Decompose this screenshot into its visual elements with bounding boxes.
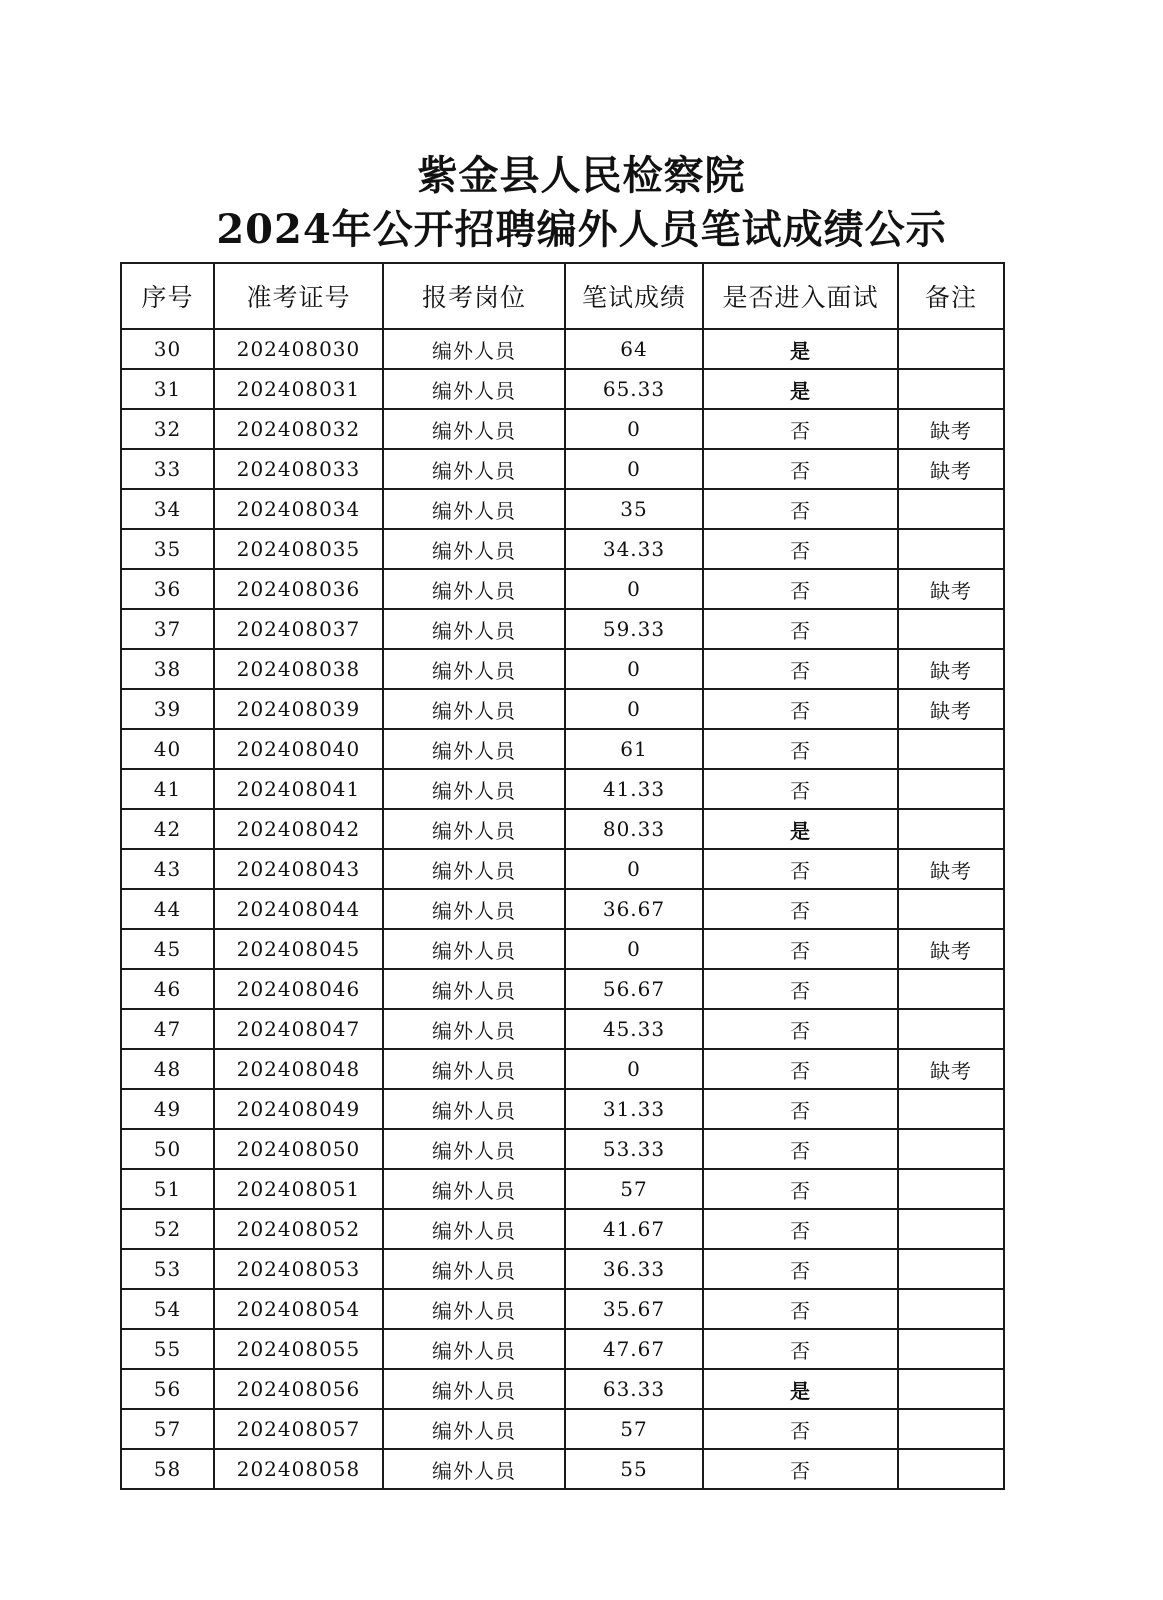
cell-seq: 31 bbox=[121, 369, 214, 409]
table-row bbox=[121, 529, 1004, 569]
cell-interview-status: 否 bbox=[703, 1169, 898, 1209]
cell-remarks bbox=[898, 329, 1004, 369]
table-row bbox=[121, 1289, 1004, 1329]
cell-ticket-number: 202408047 bbox=[214, 1009, 383, 1049]
cell-ticket-number: 202408049 bbox=[214, 1089, 383, 1129]
cell-remarks: 缺考 bbox=[898, 409, 1004, 449]
cell-position: 编外人员 bbox=[383, 1369, 565, 1409]
cell-position: 编外人员 bbox=[383, 1089, 565, 1129]
cell-written-score: 64 bbox=[565, 329, 703, 369]
table-row bbox=[121, 1409, 1004, 1449]
cell-position: 编外人员 bbox=[383, 1409, 565, 1449]
cell-interview-status: 否 bbox=[703, 889, 898, 929]
table-row bbox=[121, 1209, 1004, 1249]
cell-seq: 55 bbox=[121, 1329, 214, 1369]
cell-position: 编外人员 bbox=[383, 689, 565, 729]
table-row bbox=[121, 969, 1004, 1009]
cell-seq: 49 bbox=[121, 1089, 214, 1129]
table-row bbox=[121, 929, 1004, 969]
cell-seq: 39 bbox=[121, 689, 214, 729]
cell-ticket-number: 202408036 bbox=[214, 569, 383, 609]
table-row bbox=[121, 889, 1004, 929]
header-ticket-number: 准考证号 bbox=[214, 263, 383, 329]
cell-remarks: 缺考 bbox=[898, 849, 1004, 889]
cell-remarks: 缺考 bbox=[898, 689, 1004, 729]
cell-written-score: 0 bbox=[565, 849, 703, 889]
cell-remarks: 缺考 bbox=[898, 569, 1004, 609]
cell-remarks: 缺考 bbox=[898, 449, 1004, 489]
cell-interview-status: 否 bbox=[703, 969, 898, 1009]
cell-position: 编外人员 bbox=[383, 409, 565, 449]
cell-remarks bbox=[898, 969, 1004, 1009]
cell-interview-status: 是 bbox=[703, 809, 898, 849]
cell-ticket-number: 202408044 bbox=[214, 889, 383, 929]
cell-seq: 56 bbox=[121, 1369, 214, 1409]
cell-written-score: 59.33 bbox=[565, 609, 703, 649]
cell-position: 编外人员 bbox=[383, 769, 565, 809]
cell-remarks bbox=[898, 729, 1004, 769]
table-row bbox=[121, 649, 1004, 689]
cell-interview-status: 否 bbox=[703, 609, 898, 649]
cell-interview-status: 否 bbox=[703, 489, 898, 529]
cell-seq: 34 bbox=[121, 489, 214, 529]
table-row bbox=[121, 609, 1004, 649]
cell-remarks bbox=[898, 489, 1004, 529]
cell-interview-status: 否 bbox=[703, 1049, 898, 1089]
cell-position: 编外人员 bbox=[383, 809, 565, 849]
cell-seq: 37 bbox=[121, 609, 214, 649]
cell-written-score: 80.33 bbox=[565, 809, 703, 849]
cell-seq: 35 bbox=[121, 529, 214, 569]
cell-written-score: 0 bbox=[565, 449, 703, 489]
cell-ticket-number: 202408032 bbox=[214, 409, 383, 449]
cell-position: 编外人员 bbox=[383, 1129, 565, 1169]
cell-ticket-number: 202408042 bbox=[214, 809, 383, 849]
cell-ticket-number: 202408053 bbox=[214, 1249, 383, 1289]
cell-remarks bbox=[898, 1169, 1004, 1209]
cell-remarks bbox=[898, 1129, 1004, 1169]
cell-written-score: 53.33 bbox=[565, 1129, 703, 1169]
cell-interview-status: 否 bbox=[703, 409, 898, 449]
table-row bbox=[121, 1169, 1004, 1209]
cell-written-score: 65.33 bbox=[565, 369, 703, 409]
cell-written-score: 56.67 bbox=[565, 969, 703, 1009]
cell-remarks bbox=[898, 809, 1004, 849]
cell-ticket-number: 202408039 bbox=[214, 689, 383, 729]
cell-interview-status: 是 bbox=[703, 1369, 898, 1409]
table-row bbox=[121, 809, 1004, 849]
cell-interview-status: 否 bbox=[703, 1009, 898, 1049]
cell-seq: 36 bbox=[121, 569, 214, 609]
score-table bbox=[120, 262, 1005, 1490]
cell-interview-status: 是 bbox=[703, 329, 898, 369]
cell-written-score: 61 bbox=[565, 729, 703, 769]
cell-seq: 43 bbox=[121, 849, 214, 889]
cell-interview-status: 否 bbox=[703, 1209, 898, 1249]
cell-position: 编外人员 bbox=[383, 329, 565, 369]
cell-interview-status: 否 bbox=[703, 689, 898, 729]
header-position: 报考岗位 bbox=[383, 263, 565, 329]
cell-ticket-number: 202408051 bbox=[214, 1169, 383, 1209]
cell-interview-status: 是 bbox=[703, 369, 898, 409]
cell-remarks bbox=[898, 369, 1004, 409]
cell-position: 编外人员 bbox=[383, 1449, 565, 1489]
cell-ticket-number: 202408050 bbox=[214, 1129, 383, 1169]
cell-remarks bbox=[898, 1369, 1004, 1409]
table-row bbox=[121, 409, 1004, 449]
cell-position: 编外人员 bbox=[383, 569, 565, 609]
cell-ticket-number: 202408037 bbox=[214, 609, 383, 649]
cell-seq: 51 bbox=[121, 1169, 214, 1209]
cell-seq: 47 bbox=[121, 1009, 214, 1049]
cell-remarks bbox=[898, 1209, 1004, 1249]
cell-seq: 46 bbox=[121, 969, 214, 1009]
cell-position: 编外人员 bbox=[383, 729, 565, 769]
cell-written-score: 57 bbox=[565, 1169, 703, 1209]
table-row bbox=[121, 329, 1004, 369]
cell-seq: 50 bbox=[121, 1129, 214, 1169]
cell-ticket-number: 202408043 bbox=[214, 849, 383, 889]
cell-position: 编外人员 bbox=[383, 609, 565, 649]
table-row bbox=[121, 369, 1004, 409]
cell-remarks: 缺考 bbox=[898, 649, 1004, 689]
cell-written-score: 41.33 bbox=[565, 769, 703, 809]
cell-remarks: 缺考 bbox=[898, 1049, 1004, 1089]
cell-interview-status: 否 bbox=[703, 849, 898, 889]
table-row bbox=[121, 1369, 1004, 1409]
table-row bbox=[121, 489, 1004, 529]
cell-interview-status: 否 bbox=[703, 1409, 898, 1449]
cell-seq: 48 bbox=[121, 1049, 214, 1089]
cell-seq: 52 bbox=[121, 1209, 214, 1249]
cell-seq: 41 bbox=[121, 769, 214, 809]
cell-written-score: 0 bbox=[565, 409, 703, 449]
cell-remarks bbox=[898, 1329, 1004, 1369]
cell-written-score: 57 bbox=[565, 1409, 703, 1449]
cell-position: 编外人员 bbox=[383, 369, 565, 409]
cell-interview-status: 否 bbox=[703, 1289, 898, 1329]
table-row bbox=[121, 729, 1004, 769]
cell-written-score: 0 bbox=[565, 689, 703, 729]
cell-position: 编外人员 bbox=[383, 649, 565, 689]
table-row bbox=[121, 1329, 1004, 1369]
cell-written-score: 55 bbox=[565, 1449, 703, 1489]
cell-ticket-number: 202408041 bbox=[214, 769, 383, 809]
cell-seq: 58 bbox=[121, 1449, 214, 1489]
cell-remarks bbox=[898, 529, 1004, 569]
cell-ticket-number: 202408055 bbox=[214, 1329, 383, 1369]
cell-interview-status: 否 bbox=[703, 1129, 898, 1169]
cell-position: 编外人员 bbox=[383, 1289, 565, 1329]
cell-ticket-number: 202408035 bbox=[214, 529, 383, 569]
cell-written-score: 63.33 bbox=[565, 1369, 703, 1409]
cell-remarks: 缺考 bbox=[898, 929, 1004, 969]
cell-position: 编外人员 bbox=[383, 889, 565, 929]
cell-written-score: 0 bbox=[565, 649, 703, 689]
cell-ticket-number: 202408057 bbox=[214, 1409, 383, 1449]
cell-written-score: 36.33 bbox=[565, 1249, 703, 1289]
table-row bbox=[121, 1129, 1004, 1169]
cell-interview-status: 否 bbox=[703, 1089, 898, 1129]
cell-seq: 30 bbox=[121, 329, 214, 369]
cell-ticket-number: 202408052 bbox=[214, 1209, 383, 1249]
cell-seq: 32 bbox=[121, 409, 214, 449]
cell-seq: 53 bbox=[121, 1249, 214, 1289]
cell-position: 编外人员 bbox=[383, 1169, 565, 1209]
header-remarks: 备注 bbox=[898, 263, 1004, 329]
cell-ticket-number: 202408034 bbox=[214, 489, 383, 529]
table-row bbox=[121, 689, 1004, 729]
header-seq: 序号 bbox=[121, 263, 214, 329]
cell-interview-status: 否 bbox=[703, 649, 898, 689]
cell-position: 编外人员 bbox=[383, 449, 565, 489]
cell-seq: 45 bbox=[121, 929, 214, 969]
table-row bbox=[121, 1049, 1004, 1089]
cell-written-score: 0 bbox=[565, 1049, 703, 1089]
table-header-row bbox=[121, 263, 1004, 329]
cell-written-score: 45.33 bbox=[565, 1009, 703, 1049]
cell-remarks bbox=[898, 1449, 1004, 1489]
title-organization: 紫金县人民检察院 bbox=[417, 152, 746, 199]
cell-remarks bbox=[898, 1089, 1004, 1129]
cell-written-score: 34.33 bbox=[565, 529, 703, 569]
cell-position: 编外人员 bbox=[383, 1049, 565, 1089]
cell-written-score: 36.67 bbox=[565, 889, 703, 929]
table-row bbox=[121, 769, 1004, 809]
cell-position: 编外人员 bbox=[383, 1329, 565, 1369]
cell-remarks bbox=[898, 769, 1004, 809]
cell-position: 编外人员 bbox=[383, 1209, 565, 1249]
cell-ticket-number: 202408033 bbox=[214, 449, 383, 489]
table-row bbox=[121, 569, 1004, 609]
cell-interview-status: 否 bbox=[703, 929, 898, 969]
cell-interview-status: 否 bbox=[703, 1449, 898, 1489]
cell-written-score: 0 bbox=[565, 929, 703, 969]
cell-interview-status: 否 bbox=[703, 529, 898, 569]
cell-interview-status: 否 bbox=[703, 449, 898, 489]
cell-ticket-number: 202408038 bbox=[214, 649, 383, 689]
cell-written-score: 41.67 bbox=[565, 1209, 703, 1249]
cell-seq: 42 bbox=[121, 809, 214, 849]
cell-ticket-number: 202408040 bbox=[214, 729, 383, 769]
cell-remarks bbox=[898, 609, 1004, 649]
cell-ticket-number: 202408056 bbox=[214, 1369, 383, 1409]
cell-position: 编外人员 bbox=[383, 849, 565, 889]
cell-interview-status: 否 bbox=[703, 769, 898, 809]
cell-seq: 38 bbox=[121, 649, 214, 689]
cell-written-score: 35.67 bbox=[565, 1289, 703, 1329]
title-announcement: 2024年公开招聘编外人员笔试成绩公示 bbox=[216, 206, 947, 253]
cell-remarks bbox=[898, 1009, 1004, 1049]
cell-ticket-number: 202408030 bbox=[214, 329, 383, 369]
cell-interview-status: 否 bbox=[703, 569, 898, 609]
cell-position: 编外人员 bbox=[383, 929, 565, 969]
header-interview-status: 是否进入面试 bbox=[703, 263, 898, 329]
cell-interview-status: 否 bbox=[703, 1329, 898, 1369]
cell-position: 编外人员 bbox=[383, 529, 565, 569]
table-row bbox=[121, 849, 1004, 889]
cell-seq: 57 bbox=[121, 1409, 214, 1449]
table-body bbox=[121, 329, 1004, 1489]
cell-ticket-number: 202408058 bbox=[214, 1449, 383, 1489]
cell-ticket-number: 202408048 bbox=[214, 1049, 383, 1089]
cell-position: 编外人员 bbox=[383, 489, 565, 529]
cell-ticket-number: 202408046 bbox=[214, 969, 383, 1009]
table-row bbox=[121, 1089, 1004, 1129]
cell-interview-status: 否 bbox=[703, 729, 898, 769]
cell-interview-status: 否 bbox=[703, 1249, 898, 1289]
table-row bbox=[121, 1249, 1004, 1289]
cell-written-score: 31.33 bbox=[565, 1089, 703, 1129]
table-row bbox=[121, 1449, 1004, 1489]
cell-remarks bbox=[898, 889, 1004, 929]
cell-position: 编外人员 bbox=[383, 1249, 565, 1289]
document-title bbox=[0, 150, 1163, 256]
cell-seq: 40 bbox=[121, 729, 214, 769]
cell-written-score: 35 bbox=[565, 489, 703, 529]
cell-seq: 33 bbox=[121, 449, 214, 489]
cell-ticket-number: 202408054 bbox=[214, 1289, 383, 1329]
cell-position: 编外人员 bbox=[383, 969, 565, 1009]
cell-written-score: 0 bbox=[565, 569, 703, 609]
cell-remarks bbox=[898, 1289, 1004, 1329]
cell-ticket-number: 202408031 bbox=[214, 369, 383, 409]
cell-seq: 44 bbox=[121, 889, 214, 929]
cell-written-score: 47.67 bbox=[565, 1329, 703, 1369]
table-row bbox=[121, 1009, 1004, 1049]
header-written-score: 笔试成绩 bbox=[565, 263, 703, 329]
cell-remarks bbox=[898, 1409, 1004, 1449]
cell-remarks bbox=[898, 1249, 1004, 1289]
cell-seq: 54 bbox=[121, 1289, 214, 1329]
table-row bbox=[121, 449, 1004, 489]
cell-ticket-number: 202408045 bbox=[214, 929, 383, 969]
cell-position: 编外人员 bbox=[383, 1009, 565, 1049]
